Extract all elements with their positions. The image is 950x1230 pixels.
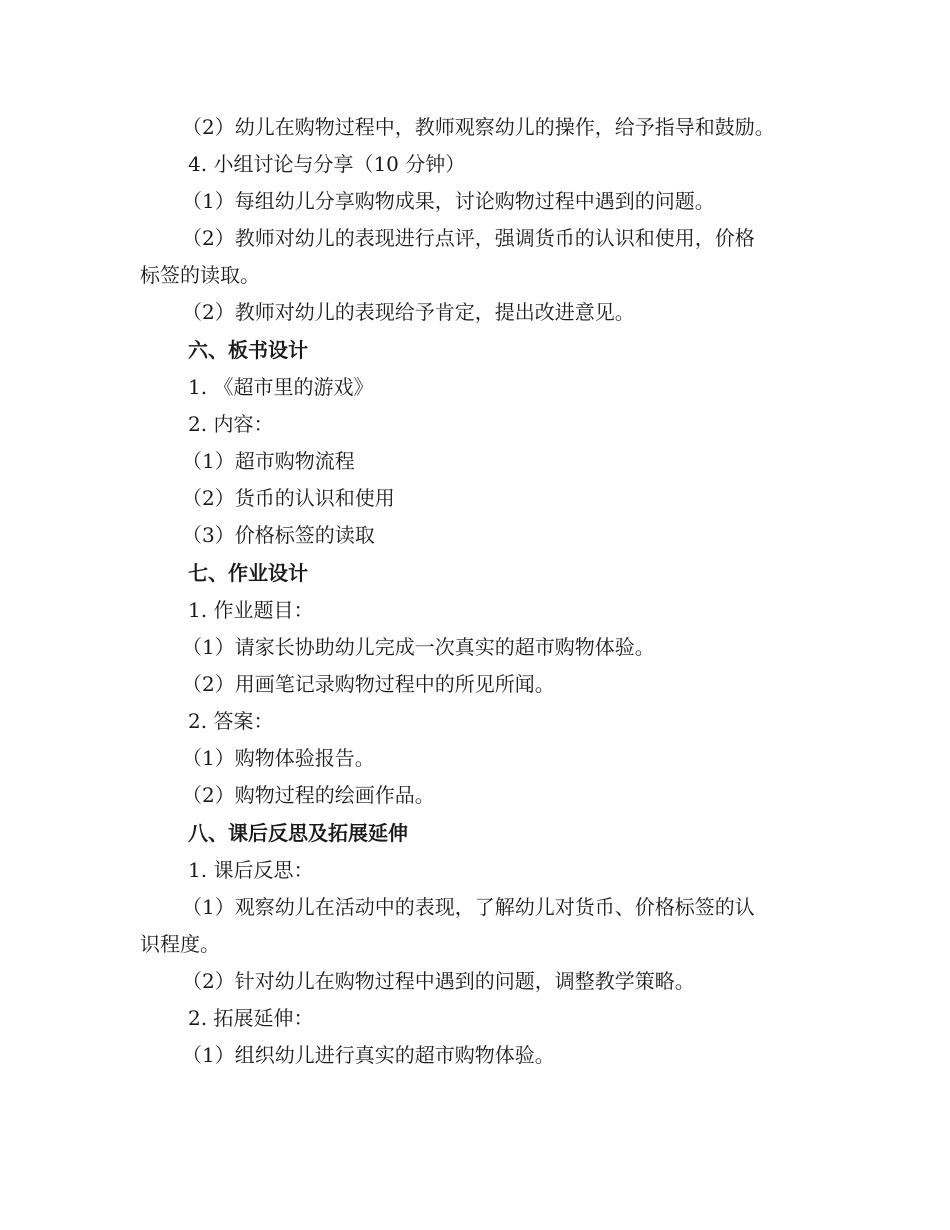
reflection-subitem-2: （2）针对幼儿在购物过程中遇到的问题，调整教学策略。 (182, 969, 695, 993)
paragraph-step4-item3: （2）教师对幼儿的表现给予肯定，提出改进意见。 (182, 300, 635, 324)
blackboard-item-2: 2. 内容： (188, 412, 274, 436)
blackboard-subitem-1: （1）超市购物流程 (182, 449, 355, 473)
homework-subitem-1: （1）请家长协助幼儿完成一次真实的超市购物体验。 (182, 635, 655, 659)
reflection-subitem-1-line2: 识程度。 (140, 932, 220, 956)
section-heading-homework: 七、作业设计 (188, 561, 308, 585)
paragraph-step4-item2-line2: 标签的读取。 (140, 263, 260, 287)
homework-answer-1: （1）购物体验报告。 (182, 746, 375, 770)
reflection-item-1: 1. 课后反思： (188, 858, 314, 882)
extension-item-2: 2. 拓展延伸： (188, 1006, 314, 1030)
paragraph-step3-item2: （2）幼儿在购物过程中，教师观察幼儿的操作，给予指导和鼓励。 (182, 115, 775, 139)
section-heading-blackboard: 六、板书设计 (188, 338, 308, 362)
reflection-subitem-1-line1: （1）观察幼儿在活动中的表现，了解幼儿对货币、价格标签的认 (182, 895, 755, 919)
blackboard-item-1: 1. 《超市里的游戏》 (188, 375, 374, 399)
homework-item-1: 1. 作业题目： (188, 598, 314, 622)
homework-subitem-2: （2）用画笔记录购物过程中的所见所闻。 (182, 672, 555, 696)
paragraph-step4-item2-line1: （2）教师对幼儿的表现进行点评，强调货币的认识和使用，价格 (182, 226, 755, 250)
section-heading-reflection: 八、课后反思及拓展延伸 (188, 821, 408, 845)
extension-subitem-1: （1）组织幼儿进行真实的超市购物体验。 (182, 1043, 555, 1067)
paragraph-step4-item1: （1）每组幼儿分享购物成果，讨论购物过程中遇到的问题。 (182, 189, 715, 213)
homework-item-2: 2. 答案： (188, 709, 274, 733)
step4-title: 4. 小组讨论与分享（10 分钟） (188, 152, 466, 176)
blackboard-subitem-3: （3）价格标签的读取 (182, 523, 375, 547)
homework-answer-2: （2）购物过程的绘画作品。 (182, 783, 435, 807)
blackboard-subitem-2: （2）货币的认识和使用 (182, 486, 395, 510)
